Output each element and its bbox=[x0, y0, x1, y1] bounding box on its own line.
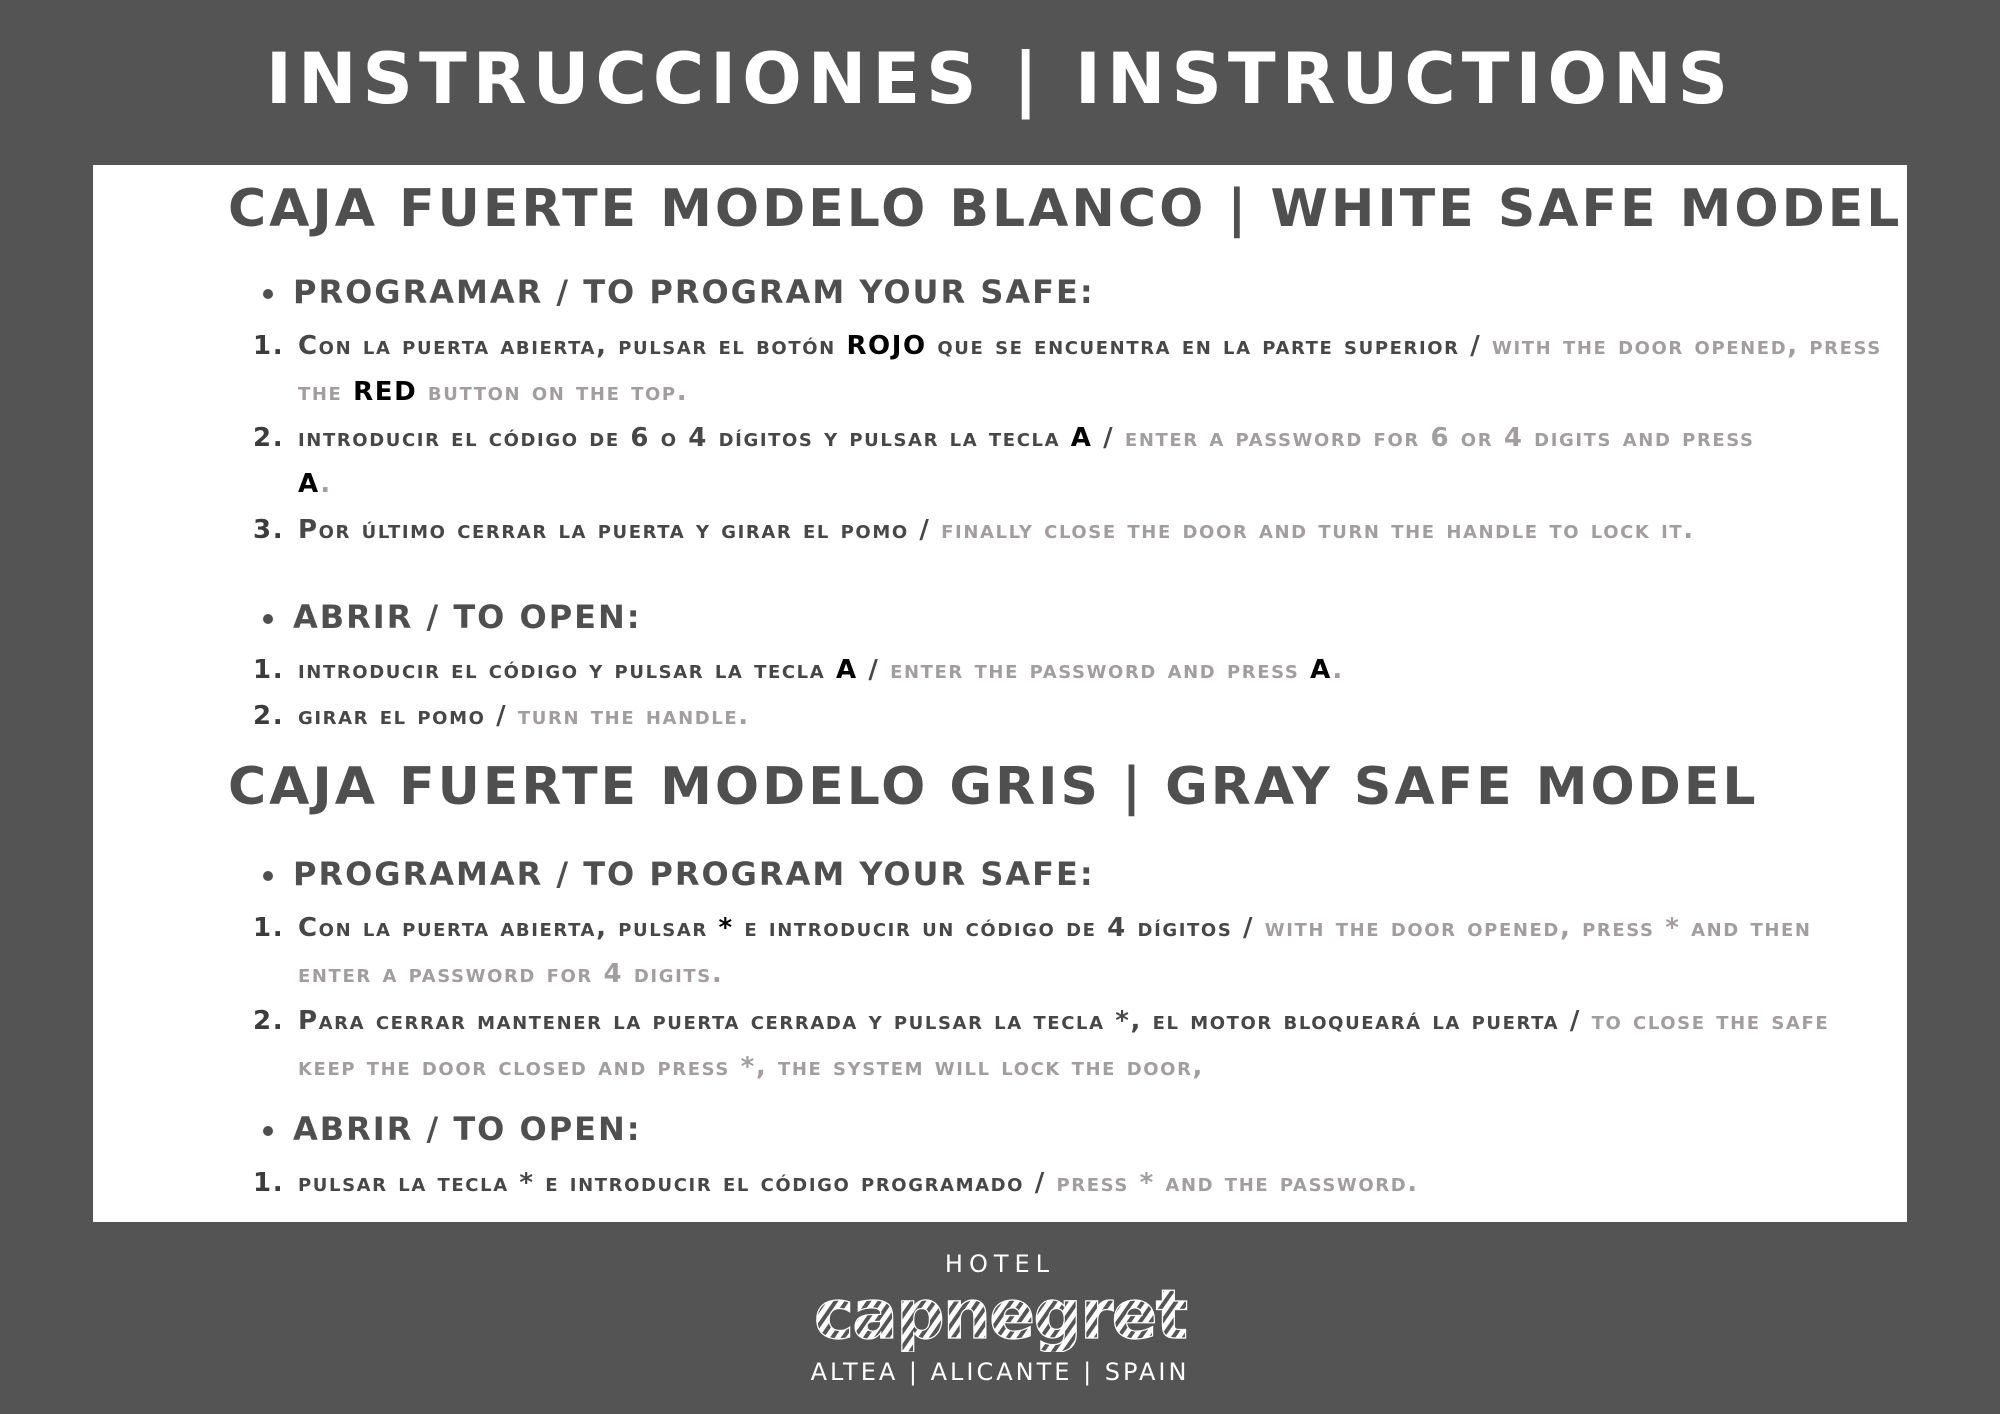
step-number: 1. bbox=[253, 1168, 285, 1198]
step-text-es: introducir el código y pulsar la tecla bbox=[298, 655, 836, 685]
step-text-en: press * and the password. bbox=[1056, 1168, 1419, 1198]
hotel-logo bbox=[805, 1286, 1195, 1352]
step-text-en: turn the handle. bbox=[517, 701, 750, 731]
white-program-heading-label: PROGRAMAR / TO PROGRAM YOUR SAFE: bbox=[293, 273, 1095, 311]
step-text-es: / bbox=[857, 655, 891, 685]
white-program-step-2 bbox=[253, 415, 1883, 507]
step-text-es: Para cerrar mantener la puerta cerrada y pulsar la tecla *, el motor bloqueará la puerta / bbox=[298, 1006, 1592, 1036]
step-text-en: enter the password and press bbox=[890, 655, 1311, 685]
white-open-heading bbox=[263, 598, 642, 636]
step-text-en: with the door opened, press * and then enter a password for 4 digits. bbox=[298, 913, 1812, 989]
white-program-step-3 bbox=[253, 507, 1883, 553]
step-highlight-es: A bbox=[1070, 423, 1093, 453]
step-text-en: with the door opened, press the bbox=[298, 331, 1882, 407]
gray-safe-title: CAJA FUERTE MODELO GRIS | GRAY SAFE MODEL bbox=[228, 757, 1759, 817]
hotel-label: HOTEL bbox=[944, 1250, 1056, 1278]
step-text-en: . bbox=[1332, 655, 1344, 685]
instructions-card bbox=[93, 165, 1907, 1222]
step-text-en: to close the safe keep the door closed and press *, the system will lock the door, bbox=[298, 1006, 1830, 1082]
gray-program-heading bbox=[263, 855, 1095, 893]
step-number: 1. bbox=[253, 331, 285, 361]
step-highlight-es: * bbox=[718, 913, 734, 943]
step-highlight-en: A bbox=[298, 469, 321, 499]
step-number: 1. bbox=[253, 655, 285, 685]
step-highlight-es: A bbox=[835, 655, 858, 685]
step-number: 3. bbox=[253, 515, 285, 545]
step-number: 1. bbox=[253, 913, 285, 943]
step-text-es: e introducir un código de 4 dígitos / bbox=[733, 913, 1265, 943]
logo-text: capnegret bbox=[813, 1286, 1187, 1352]
step-highlight-en: RED bbox=[353, 377, 418, 407]
step-text-es: Con la puerta abierta, pulsar el botón bbox=[298, 331, 847, 361]
step-number: 2. bbox=[253, 701, 285, 731]
white-program-heading bbox=[263, 273, 1095, 311]
step-text-en: finally close the door and turn the handle to lock it. bbox=[941, 515, 1695, 545]
bullet-icon bbox=[263, 871, 273, 881]
step-number: 2. bbox=[253, 1006, 285, 1036]
bullet-icon bbox=[263, 289, 273, 299]
hotel-footer bbox=[0, 1250, 2000, 1386]
step-text-es: introducir el código de 6 o 4 dígitos y pulsar la tecla bbox=[298, 423, 1071, 453]
gray-open-step-1 bbox=[253, 1160, 1883, 1206]
gray-program-heading-label: PROGRAMAR / TO PROGRAM YOUR SAFE: bbox=[293, 855, 1095, 893]
white-program-step-1 bbox=[253, 323, 1883, 415]
step-text-es: que se encuentra en la parte superior / bbox=[926, 331, 1493, 361]
step-text-es: / bbox=[1092, 423, 1125, 453]
bullet-icon bbox=[263, 1126, 273, 1136]
step-text-es: Con la puerta abierta, pulsar bbox=[298, 913, 719, 943]
step-text-en: . bbox=[320, 469, 332, 499]
white-safe-title: CAJA FUERTE MODELO BLANCO | WHITE SAFE MODEL bbox=[228, 179, 1903, 239]
step-highlight-es: ROJO bbox=[846, 331, 927, 361]
page-title: INSTRUCCIONES | INSTRUCTIONS bbox=[265, 38, 1735, 120]
bullet-icon bbox=[263, 614, 273, 624]
step-text-en: button on the top. bbox=[417, 377, 689, 407]
white-open-step-2 bbox=[253, 693, 1883, 739]
step-number: 2. bbox=[253, 423, 285, 453]
gray-program-step-1 bbox=[253, 905, 1883, 997]
step-highlight-en: A bbox=[1310, 655, 1333, 685]
step-text-en: enter a password for 6 or 4 digits and press bbox=[1124, 423, 1755, 453]
step-text-es: Por último cerrar la puerta y girar el pomo / bbox=[298, 515, 942, 545]
step-text-es: pulsar la tecla * e introducir el código programado / bbox=[298, 1168, 1057, 1198]
step-text-es: girar el pomo / bbox=[298, 701, 518, 731]
white-open-heading-label: ABRIR / TO OPEN: bbox=[293, 598, 642, 636]
gray-open-heading bbox=[263, 1110, 642, 1148]
gray-program-step-2 bbox=[253, 998, 1883, 1090]
hotel-location: ALTEA | ALICANTE | SPAIN bbox=[810, 1358, 1190, 1386]
white-open-step-1 bbox=[253, 647, 1883, 693]
gray-open-heading-label: ABRIR / TO OPEN: bbox=[293, 1110, 642, 1148]
